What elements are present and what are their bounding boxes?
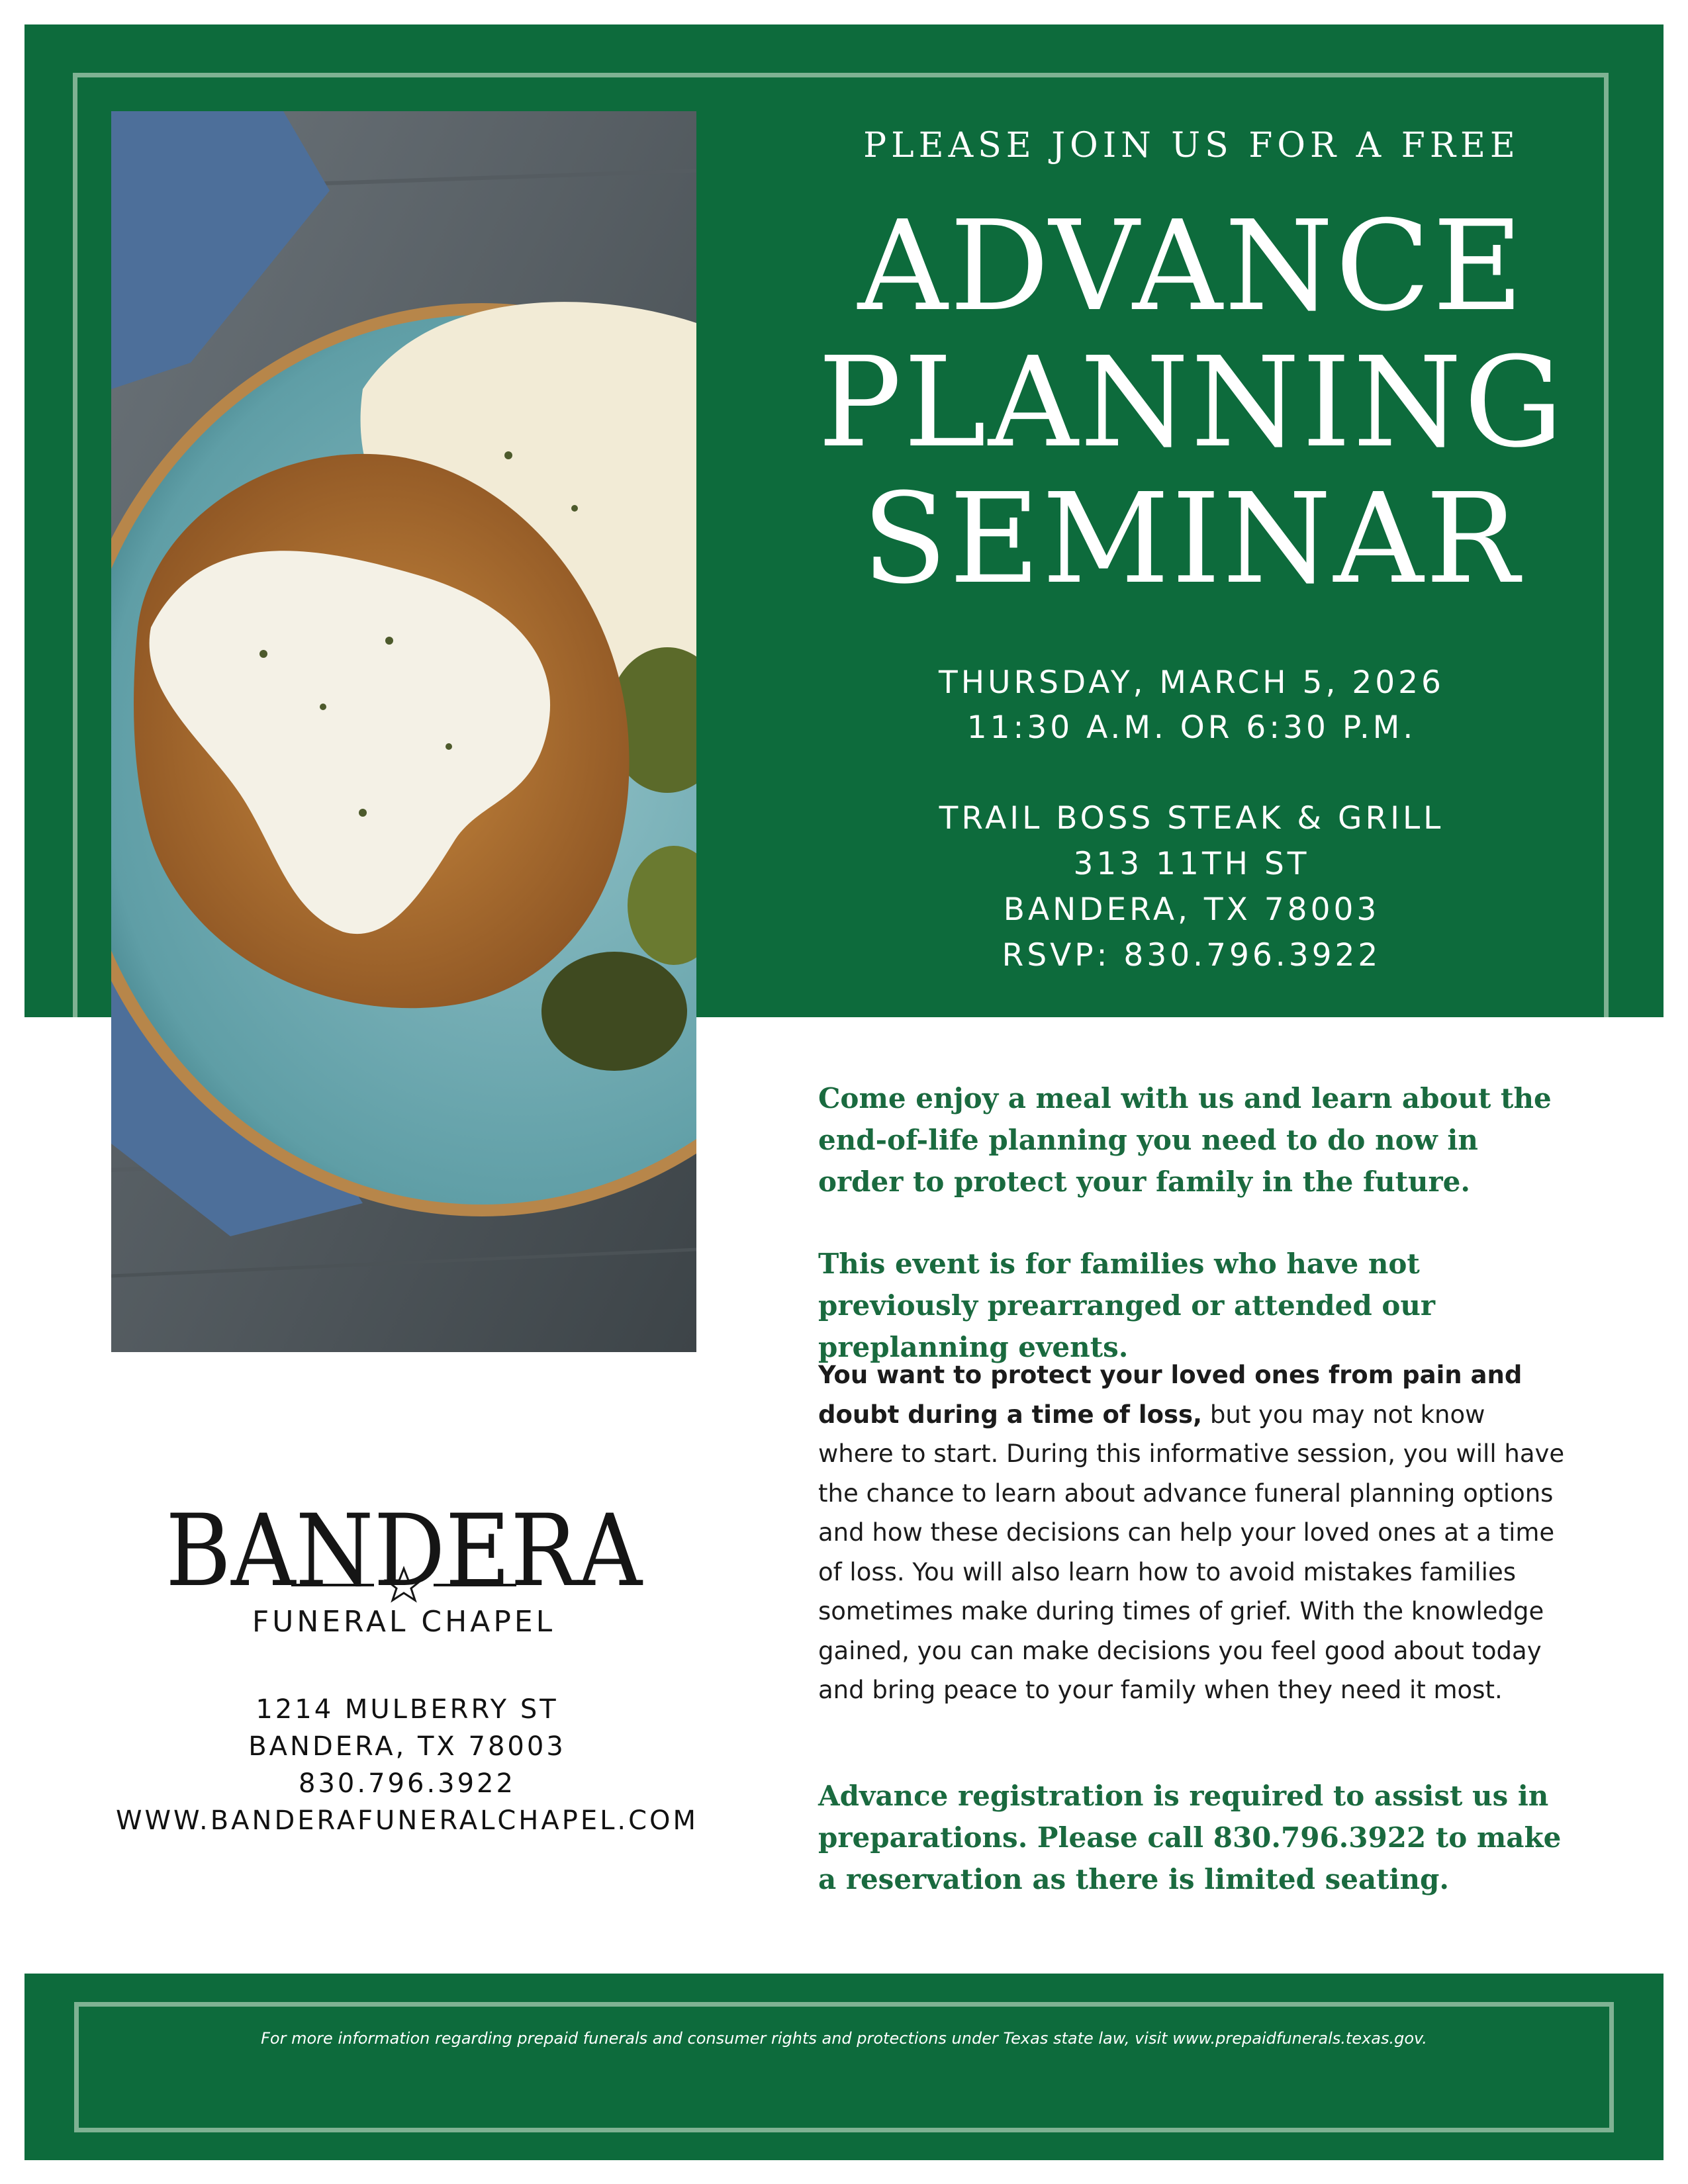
bandera-funeral-chapel-logo (152, 1476, 655, 1648)
invitation-line: PLEASE JOIN US FOR A FREE (863, 126, 1520, 165)
logo-mark (152, 1476, 655, 1648)
rsvp-phone: RSVP: 830.796.3922 (1002, 937, 1382, 974)
venue-street: 313 11TH ST (1073, 846, 1310, 882)
venue-city: BANDERA, TX 78003 (1003, 891, 1380, 928)
registration-paragraph: Advance registration is required to assist us in preparations. Please call 830.796.3922 to make a reservation as there is limited seating. (818, 1780, 1562, 1895)
logo-subtitle: FUNERAL CHAPEL (252, 1605, 556, 1639)
audience-paragraph: This event is for families who have not previously prearranged or attended our preplanning events. (818, 1248, 1436, 1363)
chapel-contact-info (60, 1691, 755, 1839)
event-times: 11:30 A.M. OR 6:30 P.M. (966, 709, 1417, 746)
event-location (728, 796, 1655, 978)
title-line: SEMINAR (862, 467, 1521, 612)
logo-name: BANDERA (165, 1494, 643, 1609)
footer-frame (74, 2002, 1614, 2132)
chapel-website[interactable]: WWW.BANDERAFUNERALCHAPEL.COM (115, 1805, 699, 1836)
chapel-street: 1214 MULBERRY ST (256, 1694, 559, 1725)
event-datetime (728, 660, 1655, 751)
chapel-city: BANDERA, TX 78003 (248, 1731, 566, 1762)
event-date: THURSDAY, MARCH 5, 2026 (939, 664, 1444, 701)
venue-name: TRAIL BOSS STEAK & GRILL (939, 800, 1444, 837)
chicken-fried-steak-photo (111, 111, 696, 1352)
details-lead: You want to protect your loved ones from pain and doubt during a time of loss, (818, 1361, 1523, 1429)
chapel-phone: 830.796.3922 (299, 1768, 516, 1799)
title-line: ADVANCE (857, 194, 1526, 339)
food-photo-illustration (111, 111, 696, 1352)
details-body: but you may not know where to start. During this informative session, you will have the chance to learn about advance funeral planning options and how these decisions can help your loved ones at a time of loss. You will also learn how to avoid mistakes families sometimes make during times of grief. With the knowledge gained, you can make decisions you feel good about today and bring peace to your family when they need it most. (818, 1400, 1565, 1704)
title-line: PLANNING (818, 330, 1566, 475)
details-paragraph (818, 1355, 1566, 1710)
legal-disclaimer: For more information regarding prepaid funerals and consumer rights and protections under Texas state law, visit www.prepaidfunerals.texas.gov. (261, 2029, 1427, 2048)
intro-paragraph: Come enjoy a meal with us and learn about the end-of-life planning you need to do now in order to protect your family in the future. (818, 1082, 1552, 1198)
seminar-title (728, 194, 1655, 612)
